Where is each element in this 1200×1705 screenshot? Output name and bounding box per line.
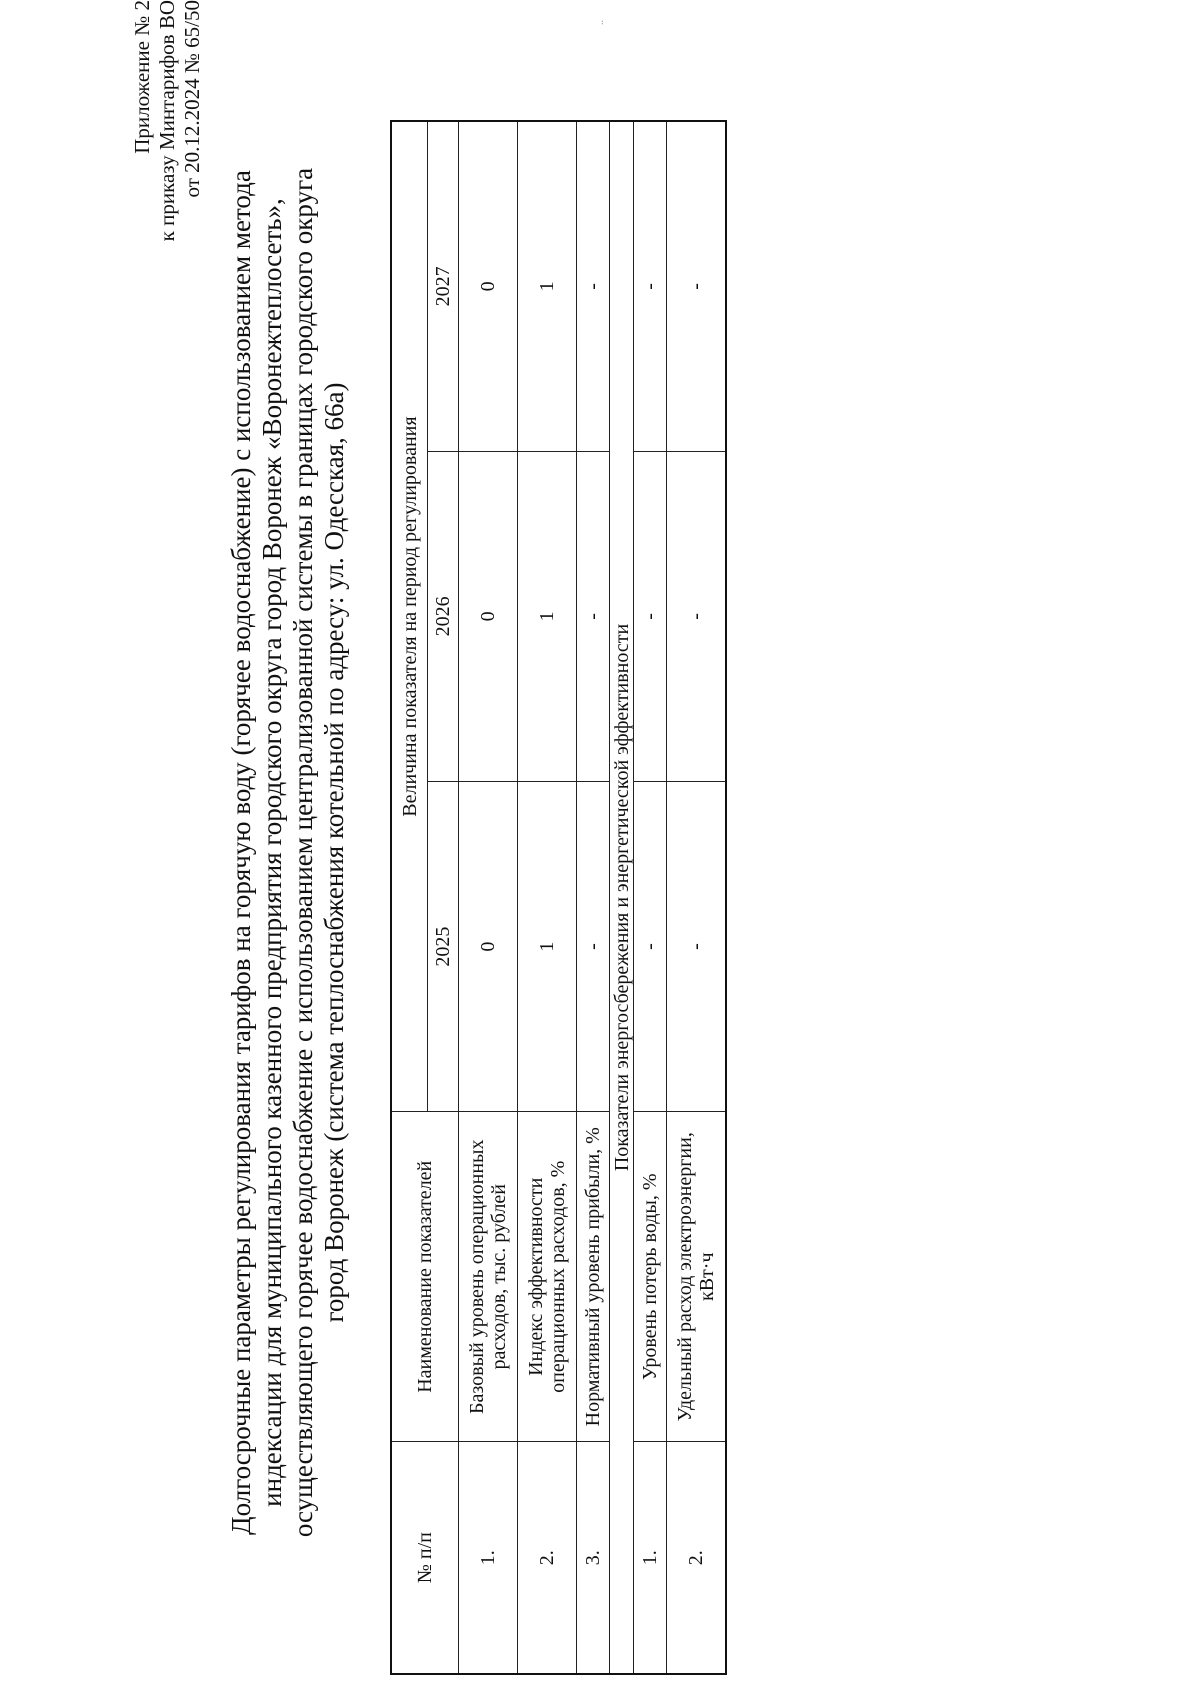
table-row [459,121,518,1674]
title-line: город Воронеж (система теплоснабжения котельной по адресу: ул. Одесская, 66а) [319,382,349,1323]
header-year-2025: 2025 [428,781,459,1111]
appendix-header [130,0,205,1430]
parameters-table [390,120,727,1675]
row-name: Удельный расход электроэнергии, кВт·ч [667,1112,727,1442]
row-name: Базовый уровень операционных расходов, тыс. рублей [459,1112,518,1442]
title-line: Долгосрочные параметры регулирования тарифов на горячую воду (горячее водоснабжение) с использованием метода [226,170,256,1535]
section-row [610,121,634,1674]
table-header-row [391,121,428,1674]
row-num: 3. [577,1442,610,1674]
appendix-order-date: от 20.12.2024 № 65/50 [180,0,204,198]
title-line: индексации для муниципального казенного предприятия городского округа город Воронеж «Воронежтеплосеть», [257,198,287,1507]
row-value: 1 [518,121,577,451]
appendix-number: Приложение № 2 [130,0,154,154]
row-value: - [667,121,727,451]
row-value: - [577,451,610,781]
row-name: Индекс эффективности операционных расходов, % [518,1112,577,1442]
scan-mark: .. [595,20,606,25]
header-name: Наименование показателей [391,1112,459,1442]
row-num: 2. [518,1442,577,1674]
row-num: 1. [459,1442,518,1674]
row-num: 2. [667,1442,727,1674]
row-value: - [667,781,727,1111]
row-value: - [667,451,727,781]
appendix-order-ref: к приказу Минтарифов ВО [155,0,179,242]
row-num: 1. [634,1442,667,1674]
row-value: 1 [518,451,577,781]
table-row [634,121,667,1674]
table-row [667,121,727,1674]
header-year-2026: 2026 [428,451,459,781]
row-value: 0 [459,121,518,451]
row-value: - [634,121,667,451]
document-title [226,0,350,1705]
title-line: осуществляющего горячее водоснабжение с использованием централизованной системы в границах городского округа [288,167,318,1538]
header-year-2027: 2027 [428,121,459,451]
row-value: - [577,781,610,1111]
table-row [577,121,610,1674]
section-title: Показатели энергосбережения и энергетической эффективности [610,121,634,1674]
row-value: 0 [459,451,518,781]
header-num: № п/п [391,1442,459,1674]
row-value: - [577,121,610,451]
row-value: 0 [459,781,518,1111]
header-period-group: Величина показателя на период регулирования [391,121,428,1112]
row-name: Нормативный уровень прибыли, % [577,1112,610,1442]
row-name: Уровень потерь воды, % [634,1112,667,1442]
row-value: 1 [518,781,577,1111]
row-value: - [634,781,667,1111]
table-row [518,121,577,1674]
row-value: - [634,451,667,781]
